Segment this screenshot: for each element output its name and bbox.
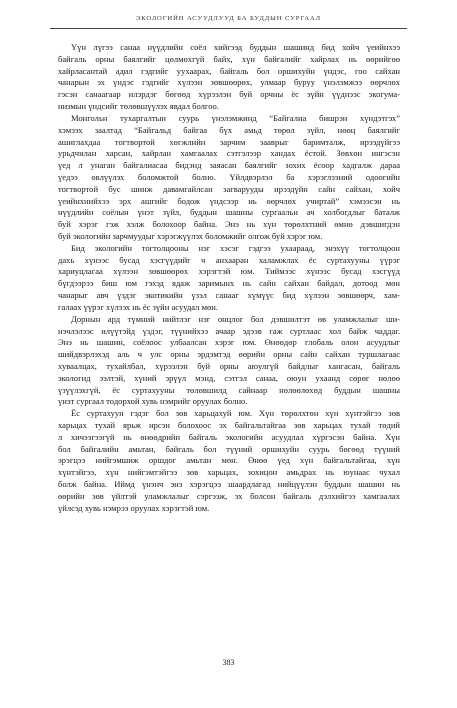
text-line: Бид экологийн тогтолцооны нэг хэсэг гэдгээ ухаараад, энэхүү тогтолцоон bbox=[71, 242, 400, 253]
text-line: байгаль орны баялгийг цөлмөхгүй байх, хүн байгалийг хайрлах нь өөрийгөө bbox=[58, 53, 400, 64]
text-line: хуваалцах, тухайлбал, хүрээлэн буй орны аюулгүй байдлыг хангасан, байгаль bbox=[58, 360, 400, 371]
text-line: үнэт сургаал тодорхой хувь нэмрийг оруулах болно. bbox=[58, 396, 248, 407]
header-rule bbox=[50, 28, 407, 29]
text-line: л хичээгээгүй нь өнөөдрийн байгаль экологийн асуудлал хүргэсэн байна. Хүн bbox=[58, 431, 400, 442]
text-line: буй хэрэг гэж хэлж болохоор байна. Энэ нь хүн төрөлхтний өмнө дэвшигдэн bbox=[58, 219, 400, 230]
text-line: хариуцлагаа хүлээн зөвшөөрөх хэрэгтэй юм. Тиймээс хүнээс бусад хэсгүүд bbox=[58, 266, 400, 277]
text-line: үзүүлэхгүй, ёс суртахууны төлөвшилд сайнаар нөлөөлөхөд буддын шашны bbox=[58, 384, 400, 395]
text-line: экологид ээлтэй, хүний эрүүл мэнд, сэтгэл санаа, оюун ухаанд сөрөг нөлөө bbox=[58, 372, 400, 383]
text-line: буй экологийн зарчмуудыг хэрэгжүүлэх боломжийг олгож буй хэрэг юм. bbox=[58, 231, 323, 241]
text-line: дахь хүнээс бусад хэсгүүдийг ч анхааран халамжлах ёс суртахууны үүрэг bbox=[58, 254, 400, 265]
paragraph bbox=[58, 408, 400, 514]
text-line: бүгдээрээ биш юм гэхэд ядаж заримынх нь сайн сайхан байдал, дотоод мөн bbox=[58, 278, 400, 289]
text-line: урьдчилан харсан, хайрлан хамгаалах сэтгэлээр хандах ёстой. Зөвхөн ингэсэн bbox=[58, 148, 400, 159]
text-line: үеийнхнийхээ эрх ашгийг бодож үндсээр нь өөрчлөх учиртай” хэмээсэн нь bbox=[58, 195, 400, 206]
page-number: 383 bbox=[222, 658, 235, 667]
text-line: хайрласантай адил гэдгийг уухаарах, байгаль бол оршихуйн үндэс, гоо сайхан bbox=[58, 65, 400, 76]
paragraph bbox=[58, 42, 400, 113]
text-line: үед л унаган байгалиасаа бидэнд заяасан баялгийг зохих ёсоор хадгалж дараа bbox=[58, 160, 400, 171]
text-line: үйлсэд хувь нэмрээ оруулах хэрэгтэй юм. bbox=[58, 502, 210, 513]
text-line: гэсэн санаагаар илэрдэг бөгөөд хүрээлэн буй орчны ёс зүйн үүднээс экогума- bbox=[58, 89, 400, 100]
paragraph bbox=[58, 314, 400, 409]
text-line: хүнтэйгээ, хүн нийгэмтэйгээ зөв харьцах, зохицон амьдрах нь юунаас чухал bbox=[58, 467, 400, 478]
text-line: чанарыг авч үздэг экотикийн үзэл санааг хүмүүс бид хүлээн зөвшөөрч, хам- bbox=[58, 290, 400, 301]
text-line: ашиглахдаа тогтвортой хөгжлийн зарчим зааврыг баримталж, ирээдүйгээ bbox=[58, 136, 400, 147]
text-line: Үүн лүгээ санаа нүүдлийн соёл хийгээд буддын шашинд бид хойч үеийнхээ bbox=[71, 42, 400, 52]
paragraph bbox=[58, 243, 400, 314]
text-line: Монгольн тухаргалтын суурь үнэлэмжинд “Байгалиа бишрэн хүндэтгэх” bbox=[71, 112, 400, 123]
text-line: харьцах тухай ярьж ирсэн болохоос эх байгальтайгаа зөв харьцах тухай төдий bbox=[58, 420, 400, 430]
text-line: низмын үндсийг төлөвшүүлэх явдал болгоо. bbox=[58, 101, 219, 112]
text-line: хэмээх заалтад “Байгальд байгаа бүх амьд төрөл зүйл, нөөц баялгийг bbox=[58, 124, 400, 135]
text-line: үедээ өвлүүлэх боломжтой болно. Үйлдвэрлэл ба хэрэглээний одоогийн bbox=[58, 171, 400, 182]
running-head-text: ЭКОЛОГИЙН АСУУДЛУУД БА БУДДЫН СУРГААЛ bbox=[135, 15, 322, 22]
text-line: Ёс суртахуун гэдэг бол зөв харьцахуй юм. Хүн төрөлхтөн хүн хүнтэйгээ зөв bbox=[71, 408, 400, 419]
text-line: тогтвортой бус шинж давамгайлсан загварууды ирээдүйн сайн сайхан, хойч bbox=[58, 183, 400, 194]
text-line: болж байна. Иймд үнэнч энэ хэрэгцээ шаардлагад нийцүүлэн буддын шашин нь bbox=[58, 479, 400, 490]
text-line: бол байгалийн амьтан, байгаль бол түүний оршихуйн суурь бөгөөд түүний bbox=[58, 443, 400, 454]
running-head bbox=[50, 12, 407, 32]
text-line: Дорнын ард түмний нийтлэг нэг онцлог бол дэвшилтэт өв уламжлалыг ши- bbox=[71, 313, 400, 324]
paragraph bbox=[58, 113, 400, 243]
text-line: галаах үүрэг хүлээх нь ёс зүйн асуудал мөн. bbox=[58, 301, 218, 312]
text-line: эрэгцээ нийгэмшиж оршдог амьтан мөн. Өнөө үед хүн байгальтайгаа, хүн bbox=[58, 455, 400, 466]
text-line: нүүдлийн соёлын үнэт зүйл, буддын шашны сургаальн ач холбогдлыг баталж bbox=[58, 207, 400, 218]
text-line: Энэ нь шашин, соёлоос улбаалсан хэрэг юм. Өнөөдөр глобаль олон асуудлыг bbox=[58, 337, 400, 348]
text-line: нэчлэлээс илүүтэйд үздэг, түүнийхээ ачаар эдээв гаж суртлаас хол байж чаддаг. bbox=[58, 325, 400, 336]
body-text bbox=[58, 42, 400, 515]
text-line: чанарын эх үндэс гэдгийг хүлээн зөвшөөрөх, улмаар буруу үнэлэмжээ өөрчлөх bbox=[58, 77, 400, 88]
text-line: шийдвэрлэхэд аль ч улс орны эрдэмтэд өөрийн орны сайн сайхан туршлагаас bbox=[58, 349, 400, 360]
text-line: өөрийн зөв үйлтэй уламжлалыг сэргээж, эх болсон байгаль дэлхийгээ хамгаалах bbox=[58, 490, 400, 501]
